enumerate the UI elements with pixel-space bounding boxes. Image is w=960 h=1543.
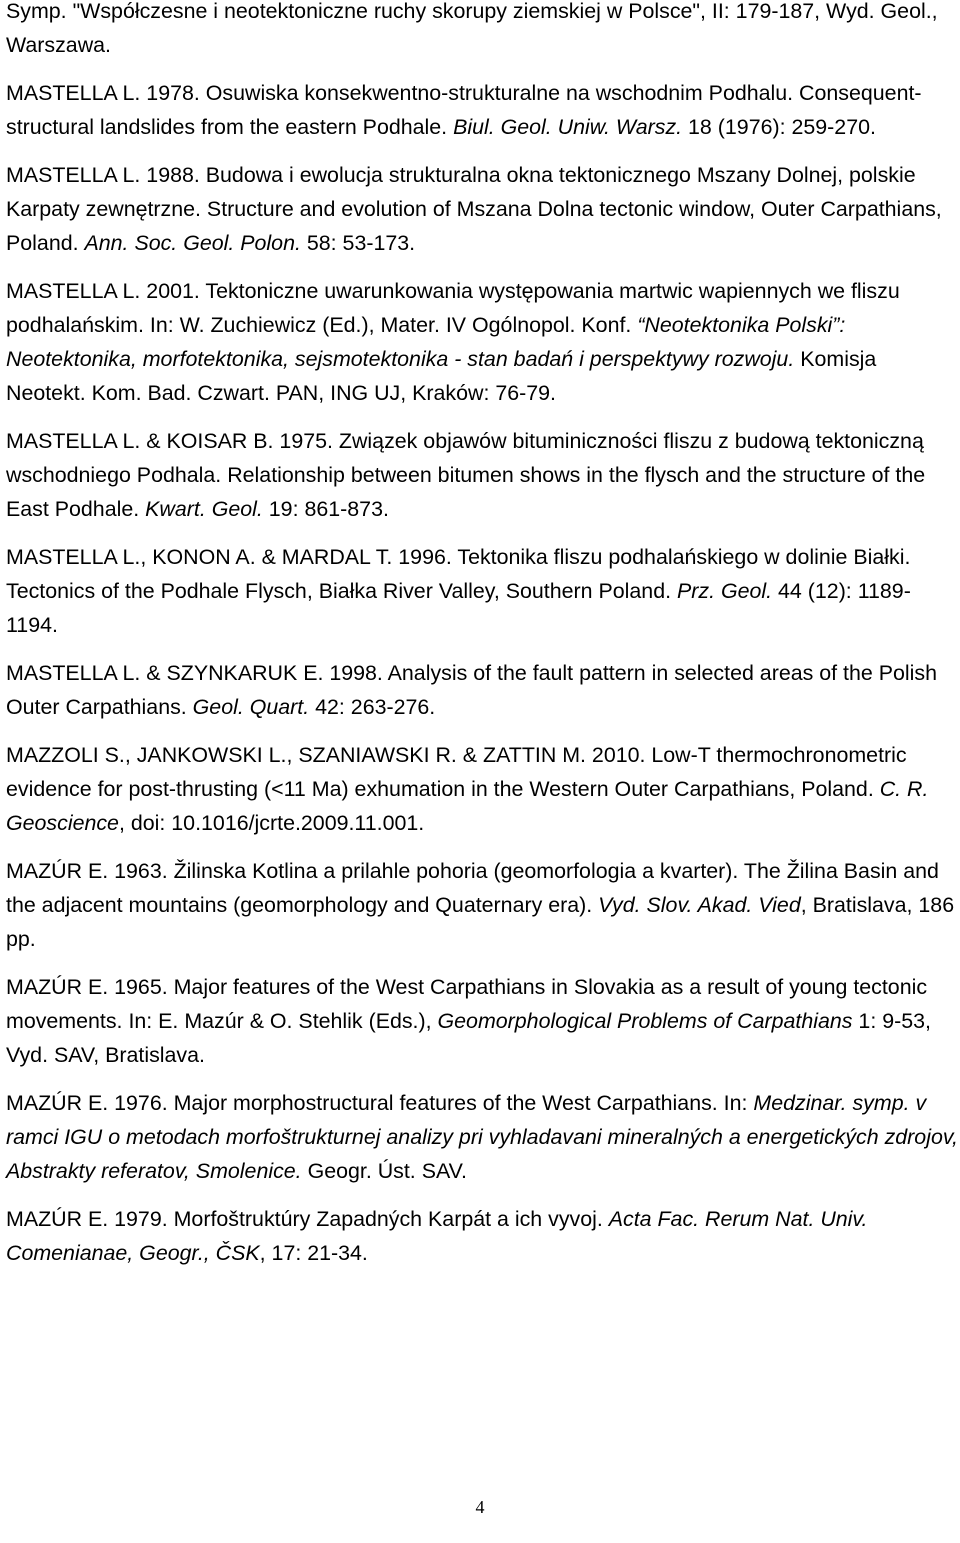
reference-text: 1: 9-53, Vyd. SAV, Bratislava. [6, 1009, 931, 1067]
journal-title: Biul. Geol. Uniw. Warsz. [453, 115, 683, 139]
journal-title: Prz. Geol. [676, 579, 773, 603]
journal-title: Geol. Quart. [192, 695, 310, 719]
reference-entry [6, 424, 960, 526]
reference-text: 18 (1976): 259-270. [682, 115, 876, 139]
reference-text: MASTELLA L. & KOISAR B. 1975. Związek objawów bituminiczności fliszu z budową tektoniczną wschodniego Podhala. Relationship between bitumen shows in the flysch and the structure of the East Podhale. [6, 429, 926, 521]
journal-title: Acta Fac. Rerum Nat. Univ. Comenianae, Geogr., ČSK [6, 1207, 868, 1265]
reference-list [6, 0, 960, 1284]
reference-text: , doi: 10.1016/jcrte.2009.11.001. [118, 811, 425, 835]
reference-text: MAZÚR E. 1979. Morfoštruktúry Zapadných Karpát a ich vyvoj. [6, 1207, 609, 1231]
journal-title: Ann. Soc. Geol. Polon. [84, 231, 301, 255]
journal-title: C. R. Geoscience [6, 777, 929, 835]
publisher-title: Vyd. Slov. Akad. Vied [598, 893, 801, 917]
reference-text: MASTELLA L. 2001. Tektoniczne uwarunkowania występowania martwic wapiennych we fliszu podhalańskim. In: W. Zuchiewicz (Ed.), Mater. IV Ogólnopol. Konf. [6, 279, 900, 337]
reference-entry [6, 970, 960, 1072]
reference-text: Komisja Neotekt. Kom. Bad. Czwart. PAN, ING UJ, Kraków: 76-79. [6, 347, 877, 405]
reference-text: 42: 263-276. [309, 695, 436, 719]
reference-text: MAZÚR E. 1963. Žilinska Kotlina a prilahle pohoria (geomorfologia a kvarter). The Žilina Basin and the adjacent mountains (geomorphology and Quaternary era). [6, 859, 939, 917]
reference-entry [6, 540, 960, 642]
book-title: “Neotektonika Polski”: Neotektonika, morfotektonika, sejsmotektonika - stan badań i perspektywy rozwoju. [6, 313, 846, 371]
reference-text: MASTELLA L. & SZYNKARUK E. 1998. Analysis of the fault pattern in selected areas of the Polish Outer Carpathians. [6, 661, 937, 719]
reference-entry [6, 854, 960, 956]
reference-entry [6, 158, 960, 260]
reference-entry [6, 656, 960, 724]
reference-text: 44 (12): 1189-1194. [6, 579, 911, 637]
journal-title: Kwart. Geol. [145, 497, 263, 521]
reference-entry [6, 0, 960, 62]
reference-text: Symp. "Współczesne i neotektoniczne ruchy skorupy ziemskiej w Polsce", II: 179-187, Wyd. Geol., Warszawa. [6, 0, 938, 57]
reference-text: Geogr. Úst. SAV. [301, 1159, 467, 1183]
reference-entry [6, 274, 960, 410]
reference-text: MASTELLA L. 1988. Budowa i ewolucja strukturalna okna tektonicznego Mszany Dolnej, polskie Karpaty zewnętrzne. Structure and evolution of Mszana Dolna tectonic window, Outer Carpathians, Poland. [6, 163, 942, 255]
reference-entry [6, 1086, 960, 1188]
reference-text: MAZÚR E. 1965. Major features of the West Carpathians in Slovakia as a result of young tectonic movements. In: E. Mazúr & O. Stehlik (Eds.), [6, 975, 928, 1033]
reference-text: 19: 861-873. [262, 497, 389, 521]
reference-text: , Bratislava, 186 pp. [6, 893, 955, 951]
page-number: 4 [475, 1497, 485, 1517]
reference-text: MASTELLA L., KONON A. & MARDAL T. 1996. Tektonika fliszu podhalańskiego w dolinie Białki. Tectonics of the Podhale Flysch, Białka River Valley, Southern Poland. [6, 545, 911, 603]
book-title: Geomorphological Problems of Carpathians [437, 1009, 853, 1033]
reference-text: MASTELLA L. 1978. Osuwiska konsekwentno-strukturalne na wschodnim Podhalu. Consequent-structural landslides from the eastern Podhale. [6, 81, 922, 139]
reference-text: MAZZOLI S., JANKOWSKI L., SZANIAWSKI R. & ZATTIN M. 2010. Low-T thermochronometric evidence for post-thrusting (<11 Ma) exhumation in the Western Outer Carpathians, Poland. [6, 743, 907, 801]
reference-text: , 17: 21-34. [259, 1241, 368, 1265]
reference-entry [6, 76, 960, 144]
reference-text: 58: 53-173. [300, 231, 416, 255]
reference-entry [6, 1202, 960, 1270]
reference-text: MAZÚR E. 1976. Major morphostructural features of the West Carpathians. In: [6, 1091, 754, 1115]
reference-entry [6, 738, 960, 840]
proceedings-title: Medzinar. symp. v ramci IGU o metodach morfoštrukturnej analizy pri vyhladavani mineralných a energetických zdrojov, Abstrakty referatov, Smolenice. [6, 1091, 958, 1183]
